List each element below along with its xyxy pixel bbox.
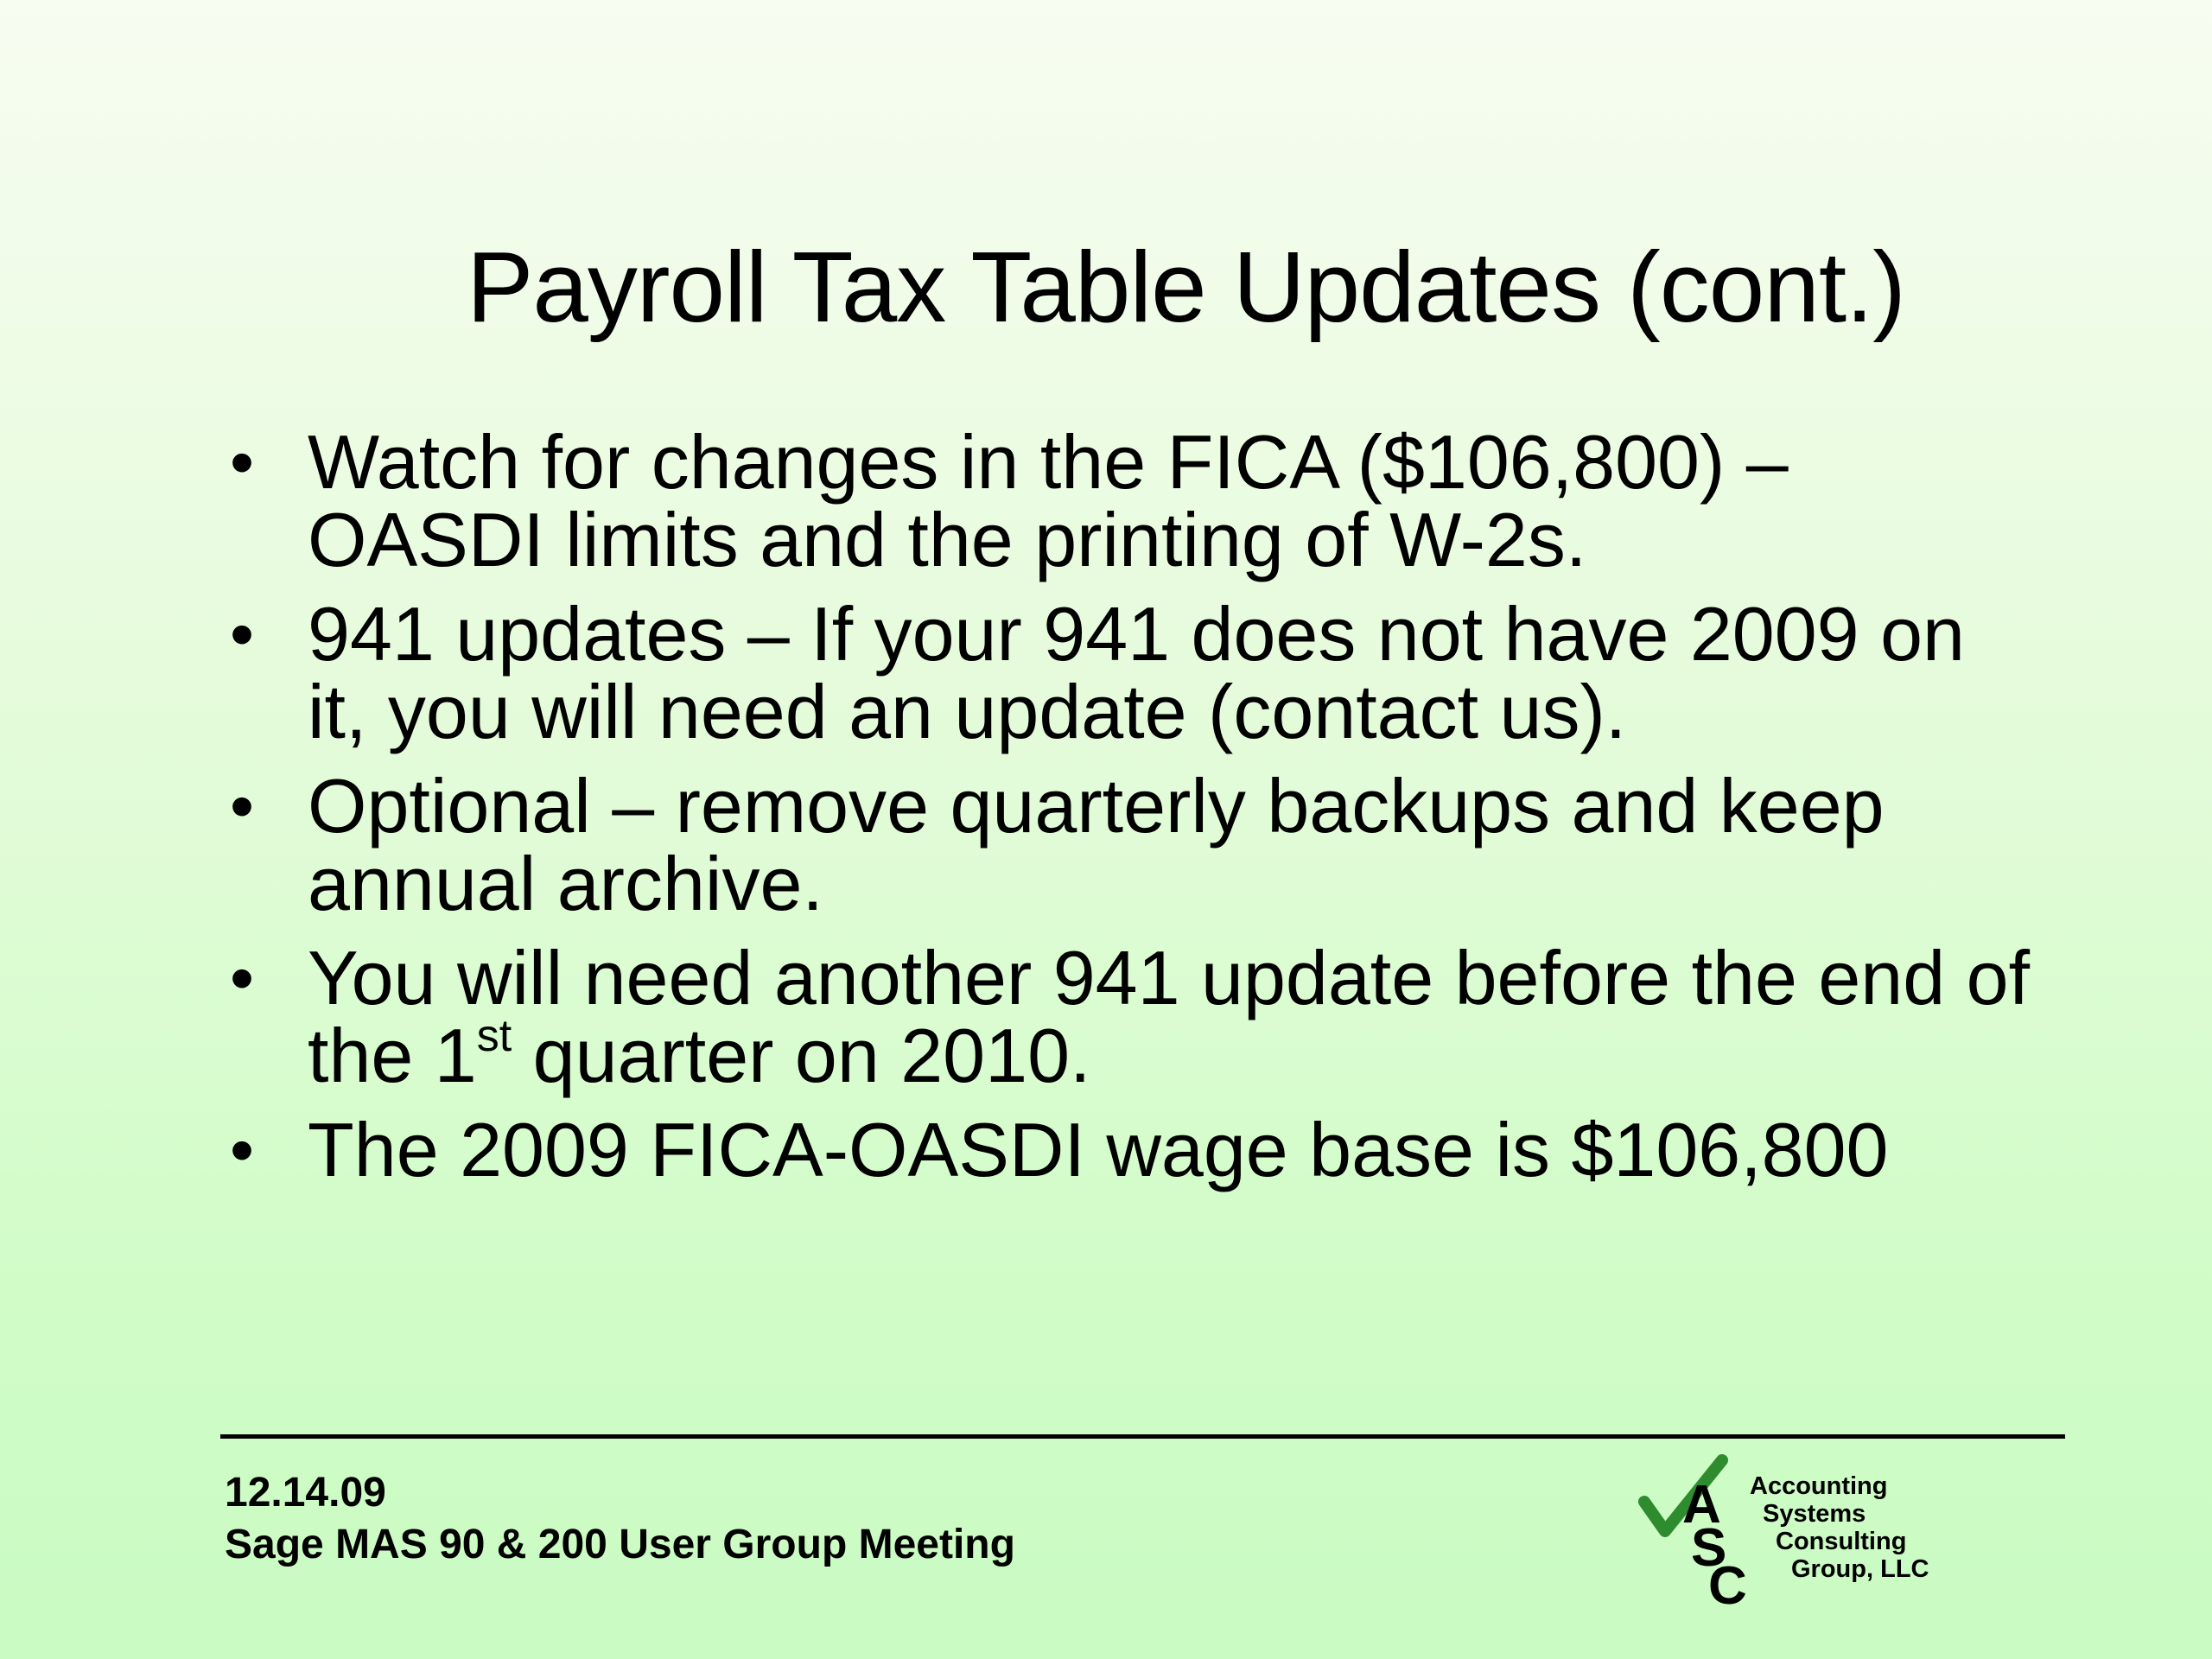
logo-letter-a: A [1682,1475,1721,1535]
footer-date: 12.14.09 [225,1470,386,1516]
bullet-icon: • [229,423,254,500]
bullet-icon: • [229,767,254,844]
bullet-icon: • [229,595,254,672]
bullet-text [308,935,2031,1098]
ordinal-superscript: st [476,1011,512,1061]
bullet-item [216,419,2031,582]
logo-letter-s: S [1691,1518,1727,1578]
checkmark-logo-icon [1637,1452,1758,1607]
bullet-text-end: quarter on 2010. [512,1013,1091,1098]
bullet-item [216,935,2031,1098]
logo-line-accounting: Accounting [1750,1472,1888,1500]
footer-divider [220,1434,2065,1439]
bullet-text: The 2009 FICA-OASDI wage base is $106,800 [308,1107,1889,1192]
logo-line-consulting: Consulting [1776,1528,1907,1555]
logo-line-group: Group, LLC [1791,1555,1929,1583]
bullet-text: 941 updates – If your 941 does not have 2009 on it, you will need an update (contact us). [308,591,1965,754]
slide-title: Payroll Tax Table Updates (cont.) [467,231,1905,343]
bullet-list [216,419,2031,1205]
bullet-icon: • [229,939,254,1016]
bullet-item [216,591,2031,754]
logo-letter-c: C [1708,1556,1747,1607]
logo-line-systems: Systems [1763,1500,1866,1528]
bullet-text-start: You will need another 941 update before the end of the 1 [308,935,2031,1098]
bullet-text: Watch for changes in the FICA ($106,800) – OASDI limits and the printing of W-2s. [308,419,1789,582]
footer-event-name: Sage MAS 90 & 200 User Group Meeting [225,1522,1015,1567]
bullet-icon: • [229,1111,254,1188]
bullet-item [216,763,2031,926]
bullet-text: Optional – remove quarterly backups and keep annual archive. [308,763,1885,926]
bullet-item [216,1107,2031,1192]
company-logo [1637,1452,1948,1607]
